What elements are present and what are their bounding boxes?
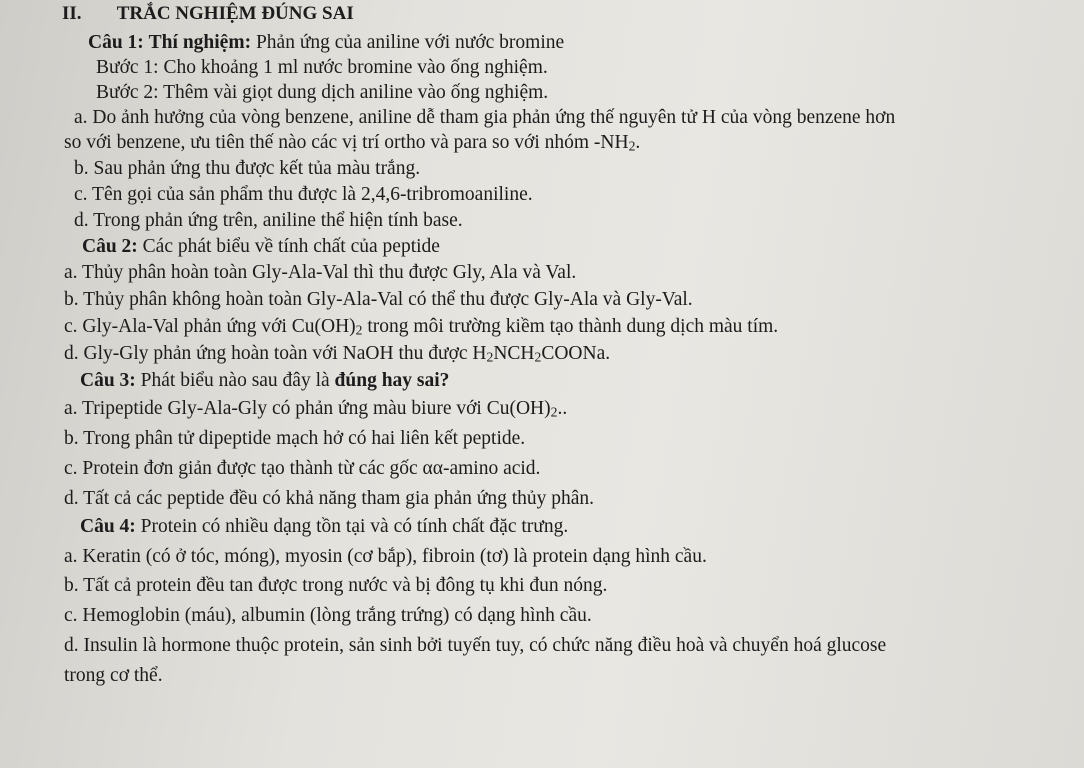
text-segment: .. xyxy=(557,398,568,419)
section-number: II. xyxy=(62,3,82,24)
text-segment: d. Gly-Gly phản ứng hoàn toàn với NaOH thu được H xyxy=(64,343,487,364)
text-segment: a. Tripeptide Gly-Ala-Gly có phản ứng màu biure với Cu(OH) xyxy=(64,398,551,419)
text-segment: COONa. xyxy=(541,343,611,364)
q1-step-2: Bước 2: Thêm vài giọt dung dịch aniline vào ống nghiệm. xyxy=(96,82,549,103)
question-label: Câu 1: xyxy=(88,32,144,53)
question-1-heading xyxy=(88,31,564,55)
section-heading xyxy=(62,2,354,26)
q1-step-1: Bước 1: Cho khoảng 1 ml nước bromine vào ống nghiệm. xyxy=(96,57,548,78)
question-topic: Thí nghiệm: xyxy=(148,32,252,53)
q4-option-c: c. Hemoglobin (máu), albumin (lòng trắng trứng) có dạng hình cầu. xyxy=(64,605,592,626)
text-segment: c. Gly-Ala-Val phản ứng với Cu(OH) xyxy=(64,316,356,337)
question-text: Phản ứng của aniline với nước bromine xyxy=(255,32,565,53)
q3-option-a xyxy=(64,397,567,421)
q3-option-d: d. Tất cả các peptide đều có khả năng tham gia phản ứng thủy phân. xyxy=(64,488,595,509)
q2-option-d xyxy=(64,342,610,366)
question-label: Câu 2: xyxy=(82,236,138,257)
q2-option-a: a. Thủy phân hoàn toàn Gly-Ala-Val thì thu được Gly, Ala và Val. xyxy=(64,262,577,283)
section-title: TRẮC NGHIỆM ĐÚNG SAI xyxy=(116,3,354,24)
q2-option-b: b. Thủy phân không hoàn toàn Gly-Ala-Val có thể thu được Gly-Ala và Gly-Val. xyxy=(64,289,693,310)
text-segment: NCH xyxy=(493,343,535,364)
question-4-heading xyxy=(80,515,568,539)
q1-option-d: d. Trong phản ứng trên, aniline thể hiện tính base. xyxy=(74,210,463,231)
q4-option-b: b. Tất cả protein đều tan được trong nước và bị đông tụ khi đun nóng. xyxy=(64,575,608,596)
text-segment: . xyxy=(635,132,641,153)
question-2-heading xyxy=(82,235,440,259)
q3-option-b: b. Trong phân tử dipeptide mạch hở có hai liên kết peptide. xyxy=(64,428,526,449)
subscript: 2 xyxy=(628,138,636,154)
question-label: Câu 4: xyxy=(80,516,136,537)
q1-option-b: b. Sau phản ứng thu được kết tủa màu trắng. xyxy=(74,158,421,179)
q4-option-a: a. Keratin (có ở tóc, móng), myosin (cơ bắp), fibroin (tơ) là protein dạng hình cầu. xyxy=(64,546,707,567)
question-text: Các phát biểu về tính chất của peptide xyxy=(142,236,440,257)
subscript: 2 xyxy=(550,404,558,420)
q1-option-c: c. Tên gọi của sản phẩm thu được là 2,4,6-tribromoaniline. xyxy=(74,184,533,205)
q1-option-a-line2 xyxy=(64,131,640,155)
q2-option-c xyxy=(64,315,778,339)
subscript: 2 xyxy=(355,322,363,338)
question-text: Protein có nhiều dạng tồn tại và có tính chất đặc trưng. xyxy=(140,516,569,537)
q3-option-c: c. Protein đơn giản được tạo thành từ các gốc αα-amino acid. xyxy=(64,458,541,479)
q4-option-d-line1: d. Insulin là hormone thuộc protein, sản sinh bởi tuyến tuy, có chức năng điều hoà và chuyển hoá glucose xyxy=(64,635,887,656)
subscript: 2 xyxy=(486,349,494,365)
text-segment: trong môi trường kiềm tạo thành dung dịch màu tím. xyxy=(362,316,779,337)
text-segment: so với benzene, ưu tiên thế nào các vị trí ortho và para so với nhóm -NH xyxy=(64,132,629,153)
subscript: 2 xyxy=(534,349,542,365)
question-label: Câu 3: xyxy=(80,370,136,391)
question-text: Phát biểu nào sau đây là xyxy=(140,370,335,391)
question-emphasis: đúng hay sai? xyxy=(334,370,450,391)
q4-option-d-line2: trong cơ thể. xyxy=(64,665,163,686)
q1-option-a-line1: a. Do ảnh hưởng của vòng benzene, aniline dễ tham gia phản ứng thế nguyên tử H của vòng benzene hơn xyxy=(74,107,896,128)
question-3-heading xyxy=(80,369,449,393)
